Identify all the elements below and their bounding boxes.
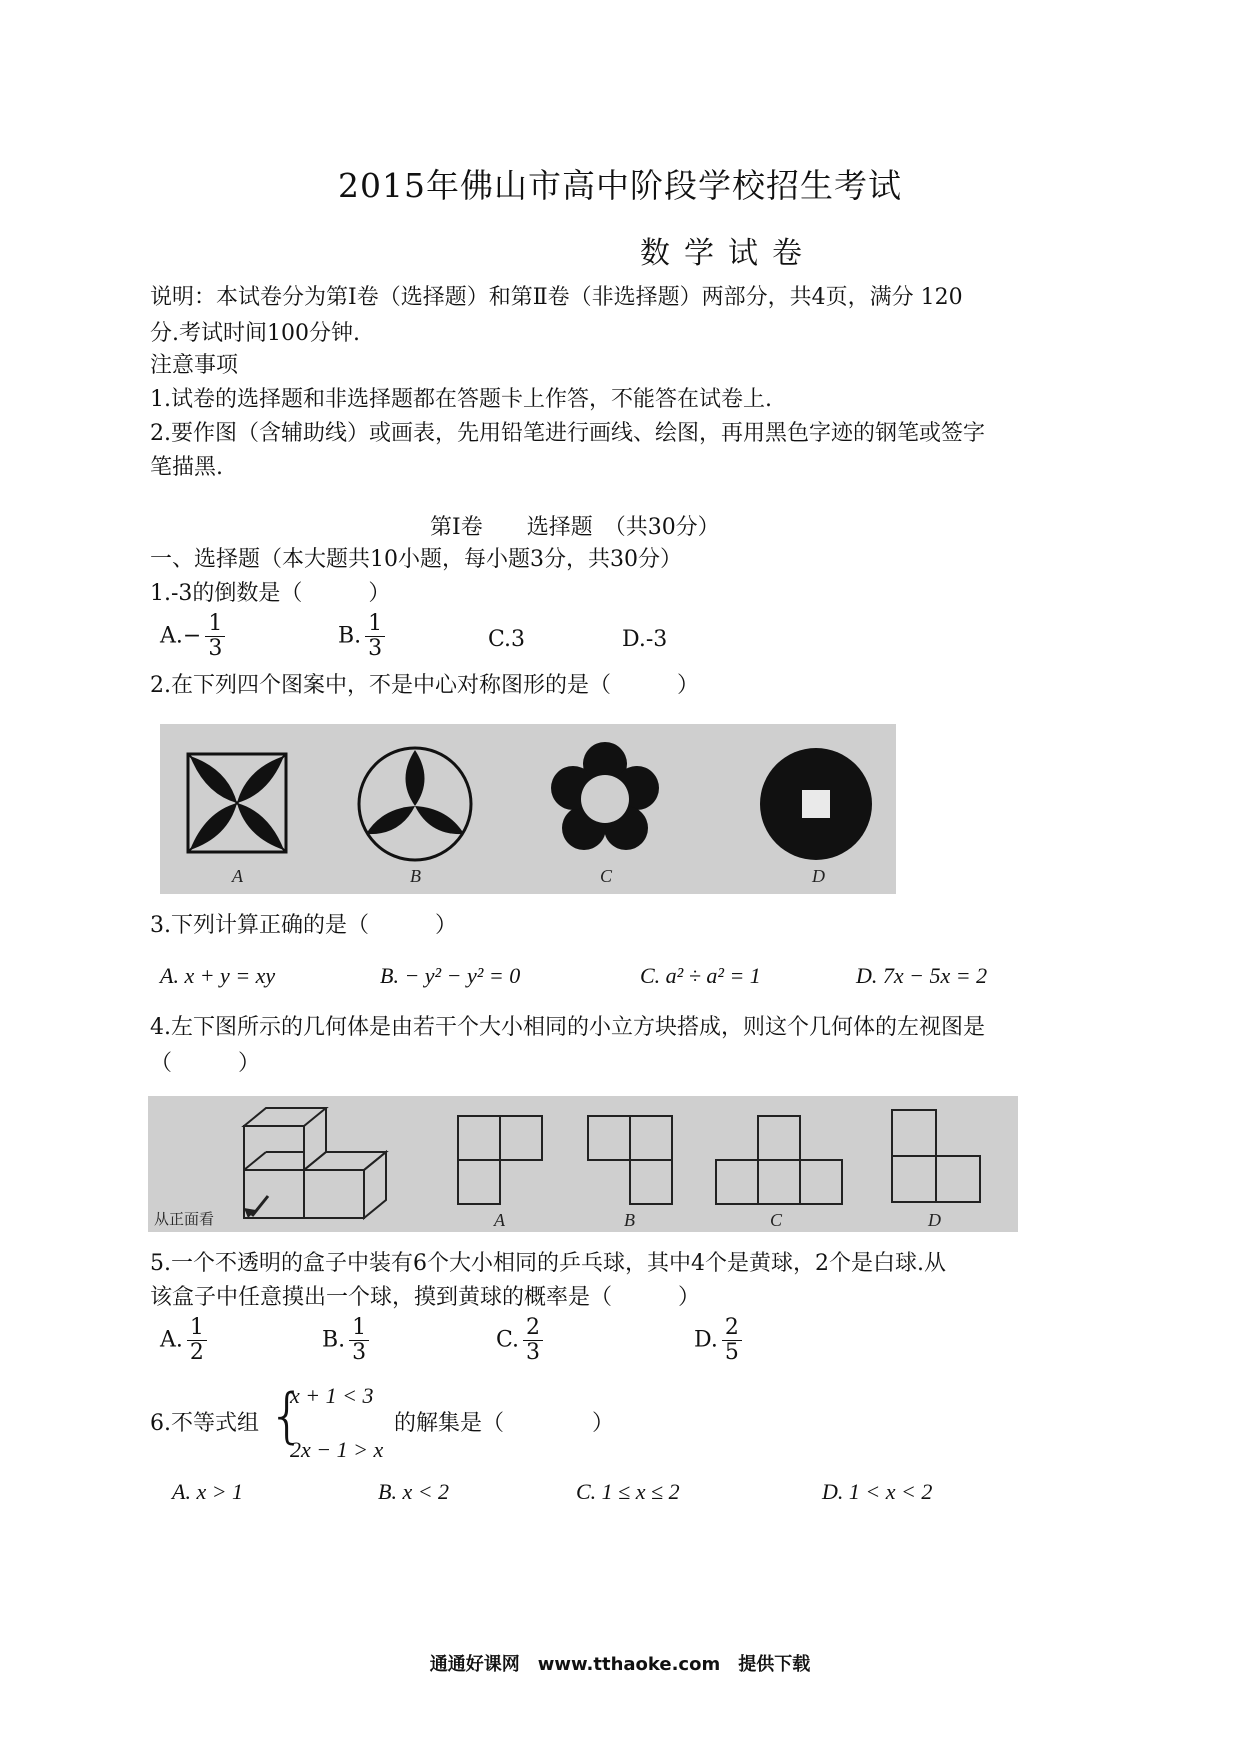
q6-stem-suffix: 的解集是（ ） [394, 1411, 615, 1436]
section-heading: 一、选择题（本大题共10小题，每小题3分，共30分） [150, 547, 682, 572]
q5-d-fraction [722, 1316, 742, 1365]
q5-b-fraction [349, 1316, 369, 1365]
note-1: 1.试卷的选择题和非选择题都在答题卡上作答，不能答在试卷上. [150, 387, 772, 412]
exam-title: 2015年佛山市高中阶段学校招生考试 [338, 166, 902, 205]
q5-b-den: 3 [352, 1340, 367, 1365]
q1-option-b [338, 612, 385, 661]
pattern-d-icon [760, 748, 872, 860]
q1-a-sign: − [182, 623, 202, 649]
q6-inequality-1: x + 1 < 3 [290, 1383, 374, 1408]
q3-option-a: A. x + y = xy [160, 963, 276, 988]
q6-option-d: D. 1 < x < 2 [822, 1479, 933, 1504]
q5-b-num: 1 [349, 1316, 369, 1341]
q6-option-c: C. 1 ≤ x ≤ 2 [576, 1479, 680, 1504]
q4-view-label: 从正面看 [154, 1210, 215, 1228]
q5-a-den: 2 [189, 1340, 204, 1365]
q5-d-den: 5 [724, 1340, 739, 1365]
note-2-line-2: 笔描黑. [150, 455, 223, 480]
q4-stem-line-2: （ ） [150, 1051, 261, 1076]
q5-option-c [496, 1316, 543, 1365]
q1-option-c: C.3 [488, 627, 526, 652]
q1-option-d: D.-3 [622, 627, 668, 652]
q4-label-d: D [928, 1210, 941, 1230]
q5-stem-line-1: 5.一个不透明的盒子中装有6个大小相同的乒乓球，其中4个是黄球，2个是白球.从 [150, 1251, 946, 1276]
q1-a-fraction [205, 612, 225, 661]
q2-figure [160, 724, 896, 894]
view-a-icon [458, 1116, 542, 1204]
intro-line-1: 说明：本试卷分为第Ⅰ卷（选择题）和第Ⅱ卷（非选择题）两部分，共4页，满分 120 [150, 285, 963, 310]
q1-b-prefix: B. [338, 623, 362, 649]
solid-cubes-icon [244, 1108, 386, 1218]
q5-a-num: 1 [187, 1316, 207, 1341]
q6-stem-prefix: 6.不等式组 [150, 1411, 259, 1436]
q5-a-prefix: A. [160, 1327, 183, 1353]
q4-figure [148, 1096, 1018, 1232]
notes-heading: 注意事项 [150, 353, 239, 378]
intro-line-2: 分.考试时间100分钟. [150, 321, 360, 346]
q5-a-fraction [187, 1316, 207, 1365]
q3-option-b: B. − y² − y² = 0 [380, 963, 521, 988]
q5-c-fraction [523, 1316, 543, 1365]
pattern-a-icon [188, 754, 286, 852]
q6-inequality-2: 2x − 1 > x [290, 1437, 384, 1462]
footer-text: 通通好课网 www.tthaoke.com 提供下载 [429, 1654, 811, 1675]
q5-d-num: 2 [722, 1316, 742, 1341]
q2-label-d: D [812, 866, 825, 886]
q2-label-a: A [232, 866, 243, 886]
view-c-icon [716, 1116, 842, 1204]
q5-c-den: 3 [526, 1340, 541, 1365]
view-b-icon [588, 1116, 672, 1204]
q5-option-b [322, 1316, 369, 1365]
view-d-icon [892, 1110, 980, 1202]
q3-option-c: C. a² ÷ a² = 1 [640, 963, 761, 988]
q1-option-a [160, 612, 225, 661]
q5-stem-line-2: 该盒子中任意摸出一个球，摸到黄球的概率是（ ） [150, 1285, 701, 1310]
q1-b-den: 3 [368, 636, 383, 661]
q3-option-d: D. 7x − 5x = 2 [856, 963, 988, 988]
q2-label-c: C [600, 866, 613, 886]
q1-a-num: 1 [205, 612, 225, 637]
q1-a-den: 3 [208, 636, 223, 661]
q6-option-b: B. x < 2 [378, 1479, 450, 1504]
section-title: 第Ⅰ卷 选择题 （共30分） [430, 515, 720, 540]
pattern-c-icon [551, 742, 659, 850]
q1-stem: 1.-3的倒数是（ ） [150, 581, 391, 606]
q4-stem-line-1: 4.左下图所示的几何体是由若干个大小相同的小立方块搭成，则这个几何体的左视图是 [150, 1015, 985, 1040]
q1-b-num: 1 [365, 612, 385, 637]
q5-option-a [160, 1316, 207, 1365]
q2-label-b: B [410, 866, 421, 886]
q1-b-fraction [365, 612, 385, 661]
q1-a-prefix: A. [160, 623, 183, 649]
exam-subtitle: 数学试卷 [640, 236, 816, 271]
q4-label-a: A [494, 1210, 505, 1230]
q5-b-prefix: B. [322, 1327, 346, 1353]
q5-option-d [694, 1316, 742, 1365]
q4-label-c: C [770, 1210, 783, 1230]
q5-c-prefix: C. [496, 1327, 520, 1353]
q6-brace: { [268, 1381, 307, 1451]
note-2-line-1: 2.要作图（含辅助线）或画表，先用铅笔进行画线、绘图，再用黑色字迹的钢笔或签字 [150, 421, 985, 446]
q3-stem: 3.下列计算正确的是（ ） [150, 913, 457, 938]
pattern-b-icon [359, 748, 471, 860]
q5-c-num: 2 [523, 1316, 543, 1341]
q2-stem: 2.在下列四个图案中，不是中心对称图形的是（ ） [150, 673, 699, 698]
q5-d-prefix: D. [694, 1327, 718, 1353]
q6-option-a: A. x > 1 [172, 1479, 244, 1504]
q4-label-b: B [624, 1210, 635, 1230]
